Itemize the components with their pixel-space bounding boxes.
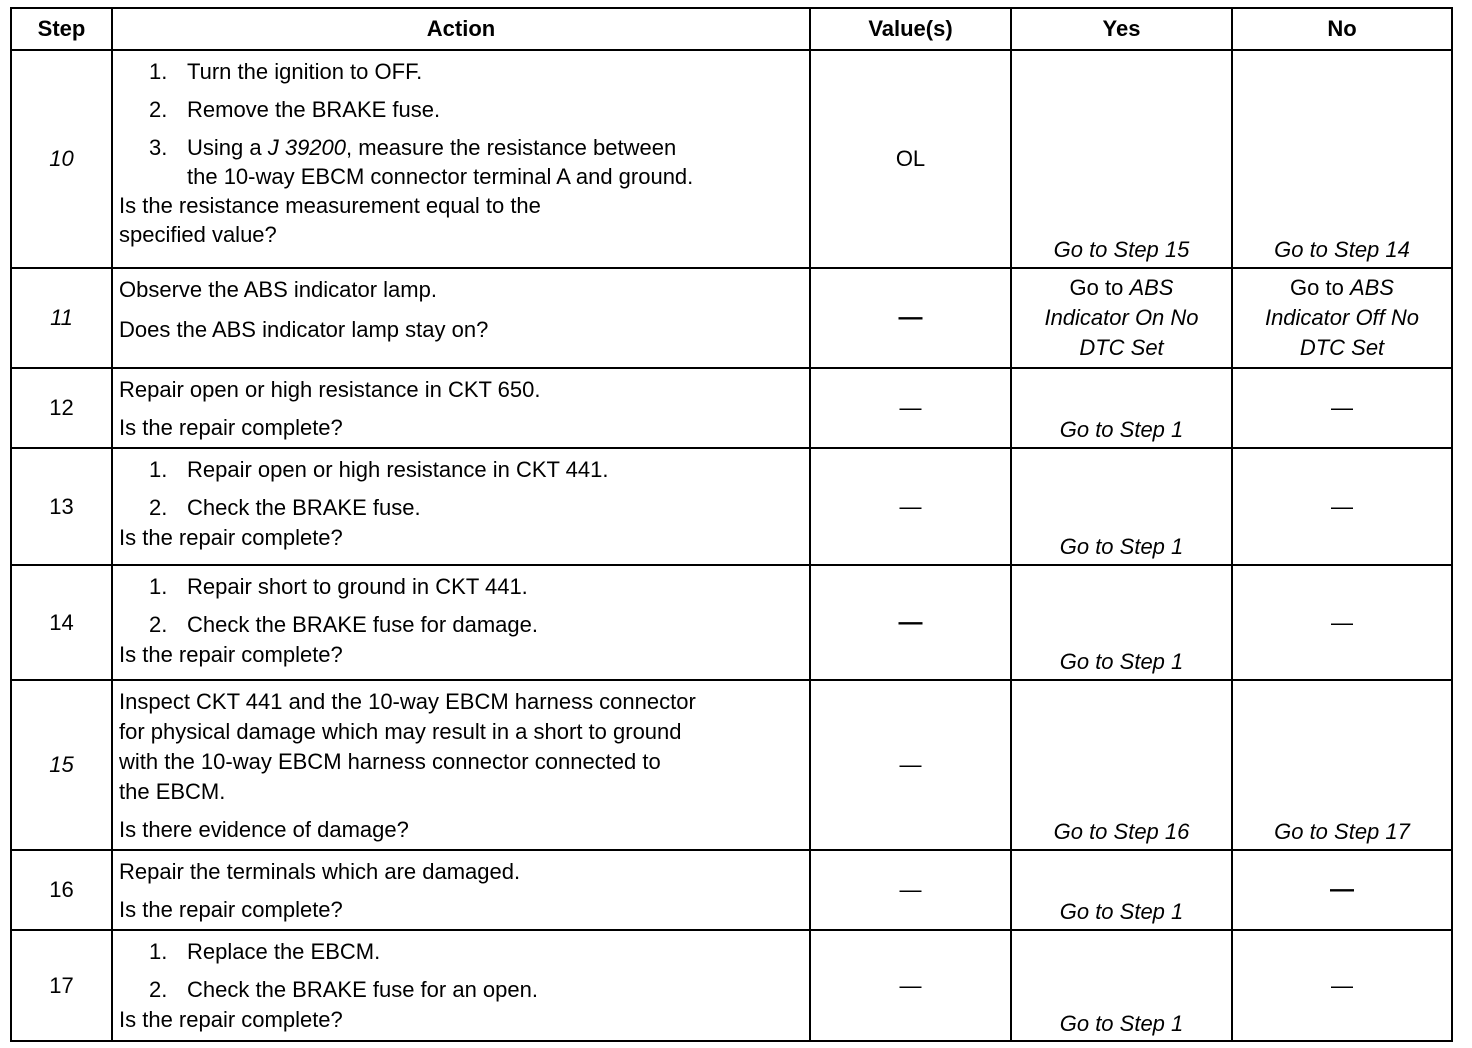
question-line: Is the repair complete? — [119, 642, 343, 667]
list-item: 2. Check the BRAKE fuse for an open. — [149, 977, 538, 1002]
question-line: Is the repair complete? — [119, 897, 343, 922]
yes-cell: Go to Step 1 — [1012, 369, 1233, 449]
action-line: Repair open or high resistance in CKT 650. — [119, 377, 541, 402]
step-number: 17 — [12, 931, 113, 1041]
list-item: 3. Using a J 39200, measure the resistance between — [149, 135, 677, 160]
list-item: 1. Repair short to ground in CKT 441. — [149, 574, 528, 599]
list-item: 1. Replace the EBCM. — [149, 939, 381, 964]
question-line: Is there evidence of damage? — [119, 817, 409, 842]
action-line: Inspect CKT 441 and the 10-way EBCM harness connector — [119, 689, 696, 714]
action-cell — [113, 681, 811, 851]
yes-cell: Go to Step 1 — [1012, 851, 1233, 931]
step-number: 11 — [12, 269, 113, 369]
action-cell — [113, 566, 811, 681]
yes-cell: Go to Step 1 — [1012, 449, 1233, 566]
header-step: Step — [12, 9, 113, 51]
list-item: 2. Check the BRAKE fuse for damage. — [149, 612, 538, 637]
action-cell — [113, 51, 811, 269]
yes-cell: Go to Step 16 — [1012, 681, 1233, 851]
question-line: specified value? — [119, 222, 277, 247]
yes-cell: Go to ABS Indicator On No DTC Set — [1012, 269, 1233, 369]
question-line: Is the repair complete? — [119, 1007, 343, 1032]
question-line: Is the repair complete? — [119, 415, 343, 440]
question-line: Is the repair complete? — [119, 525, 343, 550]
list-item: 2. Check the BRAKE fuse. — [149, 495, 421, 520]
header-action: Action — [113, 9, 811, 51]
action-cell — [113, 851, 811, 931]
no-cell: — — [1233, 449, 1451, 566]
yes-cell: Go to Step 15 — [1012, 51, 1233, 269]
tool-reference: J 39200 — [267, 135, 347, 160]
value-cell: — — [811, 681, 1012, 851]
header-yes: Yes — [1012, 9, 1233, 51]
yes-cell: Go to Step 1 — [1012, 566, 1233, 681]
action-line: for physical damage which may result in a short to ground — [119, 719, 682, 744]
value-cell: — — [811, 269, 1012, 369]
action-line: Observe the ABS indicator lamp. — [119, 277, 437, 302]
step-number: 13 — [12, 449, 113, 566]
action-cell — [113, 369, 811, 449]
table-grid — [12, 9, 1451, 1040]
question-line: Does the ABS indicator lamp stay on? — [119, 317, 489, 342]
action-cell — [113, 931, 811, 1041]
step-number: 15 — [12, 681, 113, 851]
no-cell: — — [1331, 973, 1353, 998]
value-cell: OL — [811, 51, 1012, 269]
no-cell: Go to ABS Indicator Off No DTC Set — [1233, 269, 1451, 369]
step-number: 12 — [12, 369, 113, 449]
value-cell: — — [811, 566, 1012, 681]
list-item: 1. Turn the ignition to OFF. — [149, 59, 423, 84]
question-line: Is the resistance measurement equal to the — [119, 193, 541, 218]
yes-cell: Go to Step 1 — [1012, 931, 1233, 1041]
list-item: 1. Repair open or high resistance in CKT 441. — [149, 457, 609, 482]
value-cell: — — [811, 449, 1012, 566]
step-number: 16 — [12, 851, 113, 931]
action-cell — [113, 449, 811, 566]
no-cell: — — [1233, 851, 1451, 931]
no-cell: Go to Step 14 — [1233, 51, 1451, 269]
step-number: 10 — [12, 51, 113, 269]
action-cell — [113, 269, 811, 369]
header-values: Value(s) — [811, 9, 1012, 51]
header-no: No — [1233, 9, 1451, 51]
no-cell: — — [1233, 566, 1451, 681]
diagnostic-table — [10, 7, 1453, 1042]
value-cell: — — [811, 931, 1012, 1041]
no-cell: — — [1233, 369, 1451, 449]
list-item: 2. Remove the BRAKE fuse. — [149, 97, 441, 122]
no-cell: Go to Step 17 — [1233, 681, 1451, 851]
value-cell: — — [811, 851, 1012, 931]
action-line: the EBCM. — [119, 779, 226, 804]
list-item-continuation: the 10-way EBCM connector terminal A and ground. — [187, 164, 694, 189]
action-line: Repair the terminals which are damaged. — [119, 859, 521, 884]
value-cell: — — [811, 369, 1012, 449]
step-number: 14 — [12, 566, 113, 681]
action-line: with the 10-way EBCM harness connector connected to — [119, 749, 661, 774]
